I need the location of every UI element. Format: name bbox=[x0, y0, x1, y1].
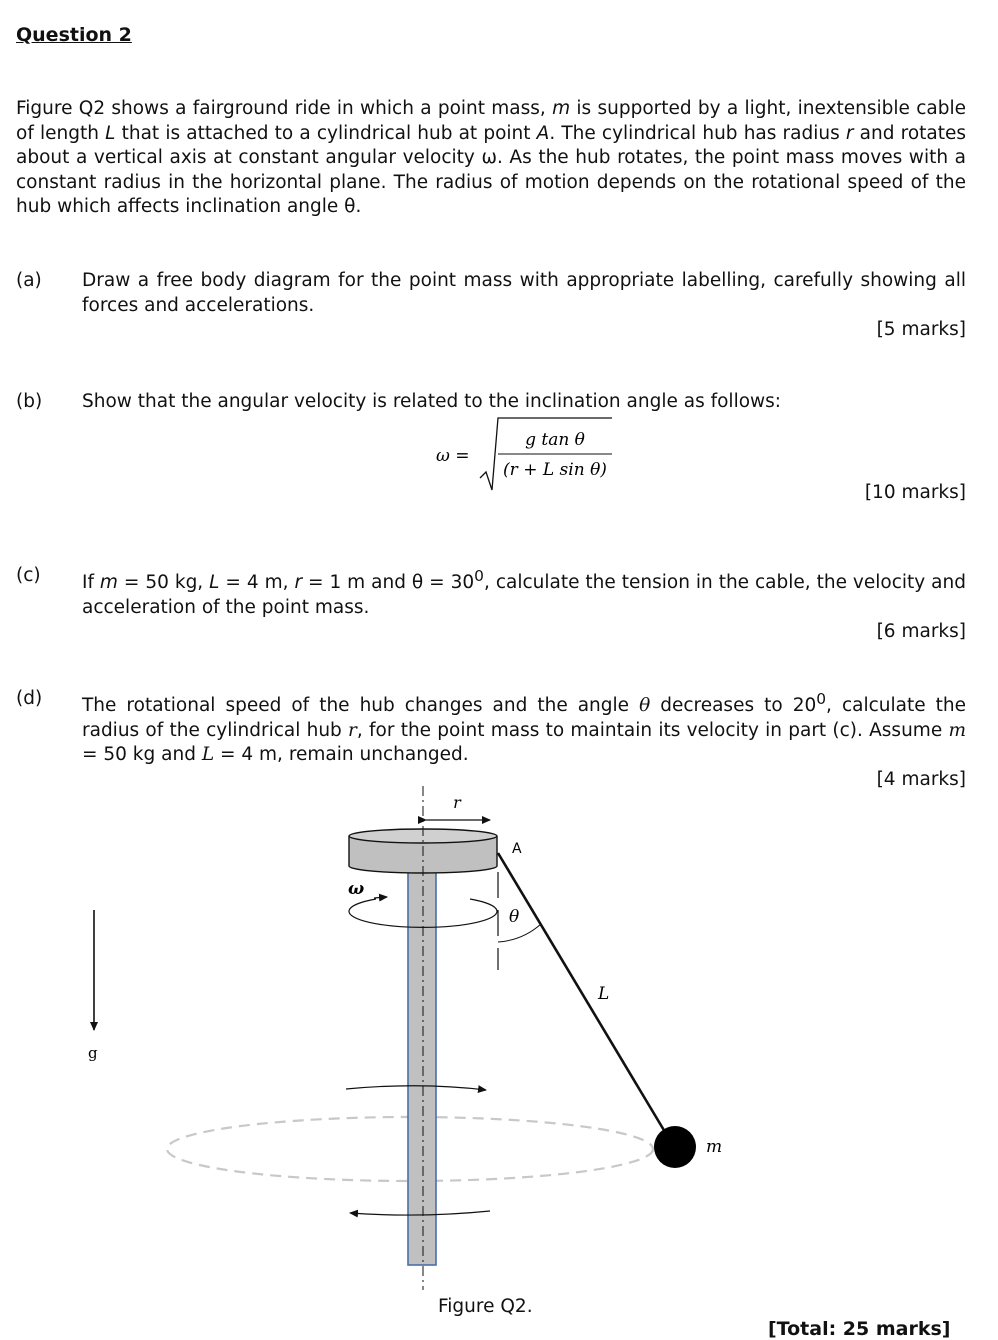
angular-velocity-formula bbox=[430, 414, 630, 494]
gravity-label: g bbox=[88, 1044, 98, 1062]
cable bbox=[498, 853, 671, 1142]
formula-denominator: (r + L sin θ) bbox=[503, 460, 607, 480]
part-c-marks: [6 marks] bbox=[876, 621, 966, 643]
part-a-marks: [5 marks] bbox=[876, 319, 966, 340]
part-b-marks: [10 marks] bbox=[864, 481, 966, 503]
figure-caption: Figure Q2. bbox=[438, 1296, 533, 1317]
omega-arrow-head bbox=[374, 897, 387, 898]
part-c-text: If m = 50 kg, L = 4 m, r = 1 m and $\theta = 30^0$, calculate the tension in the cable, the velocity and acceleration of the point mass. bbox=[82, 567, 966, 618]
mass-label: m bbox=[706, 1137, 723, 1157]
question-intro: Figure Q2 shows a fairground ride in which a point mass, m is supported by a light, inextensible cable of length L that is attached to a cylindrical hub at point A. The cylindrical hub has radius r and rotates about a vertical axis at constant angular velocity ω. As the hub rotates, the point mass moves with a constant radius in the horizontal plane. The radius of motion depends on the rotational speed of the hub which affects inclination angle θ. bbox=[16, 98, 966, 217]
theta-label: θ bbox=[509, 907, 520, 927]
point-a-label: A bbox=[512, 841, 522, 857]
question-title: Question 2 bbox=[16, 24, 132, 46]
omega-label: ω bbox=[348, 879, 365, 899]
cable-length-label: L bbox=[598, 984, 610, 1004]
part-a bbox=[16, 269, 966, 343]
total-marks: [Total: 25 marks] bbox=[768, 1318, 951, 1340]
part-c bbox=[16, 564, 966, 645]
point-mass bbox=[654, 1126, 696, 1168]
radius-label: r bbox=[453, 793, 461, 812]
part-d-text: The rotational speed of the hub changes and the angle θ decreases to $20^0$, calculate the radius of the cylindrical hub r, for the point mass to maintain its velocity in part (c). Assume m = 50 kg and L = 4 m, remain unchanged. bbox=[82, 690, 966, 766]
figure-q2 bbox=[0, 780, 998, 1331]
part-b-label: (b) bbox=[16, 391, 43, 412]
part-d-marks: [4 marks] bbox=[876, 768, 966, 790]
part-b-text: Show that the angular velocity is related to the inclination angle as follows: bbox=[82, 391, 782, 412]
vertical-shaft bbox=[408, 870, 436, 1265]
theta-angle-arc bbox=[498, 924, 541, 942]
part-d-label: (d) bbox=[16, 688, 43, 709]
part-d bbox=[16, 687, 966, 792]
part-c-label: (c) bbox=[16, 565, 41, 586]
part-a-text: Draw a free body diagram for the point mass with appropriate labelling, carefully showing all forces and accelerations. bbox=[82, 270, 966, 316]
part-a-label: (a) bbox=[16, 270, 42, 291]
formula-numerator: g tan θ bbox=[525, 430, 585, 450]
formula-lhs: ω = bbox=[436, 446, 470, 466]
